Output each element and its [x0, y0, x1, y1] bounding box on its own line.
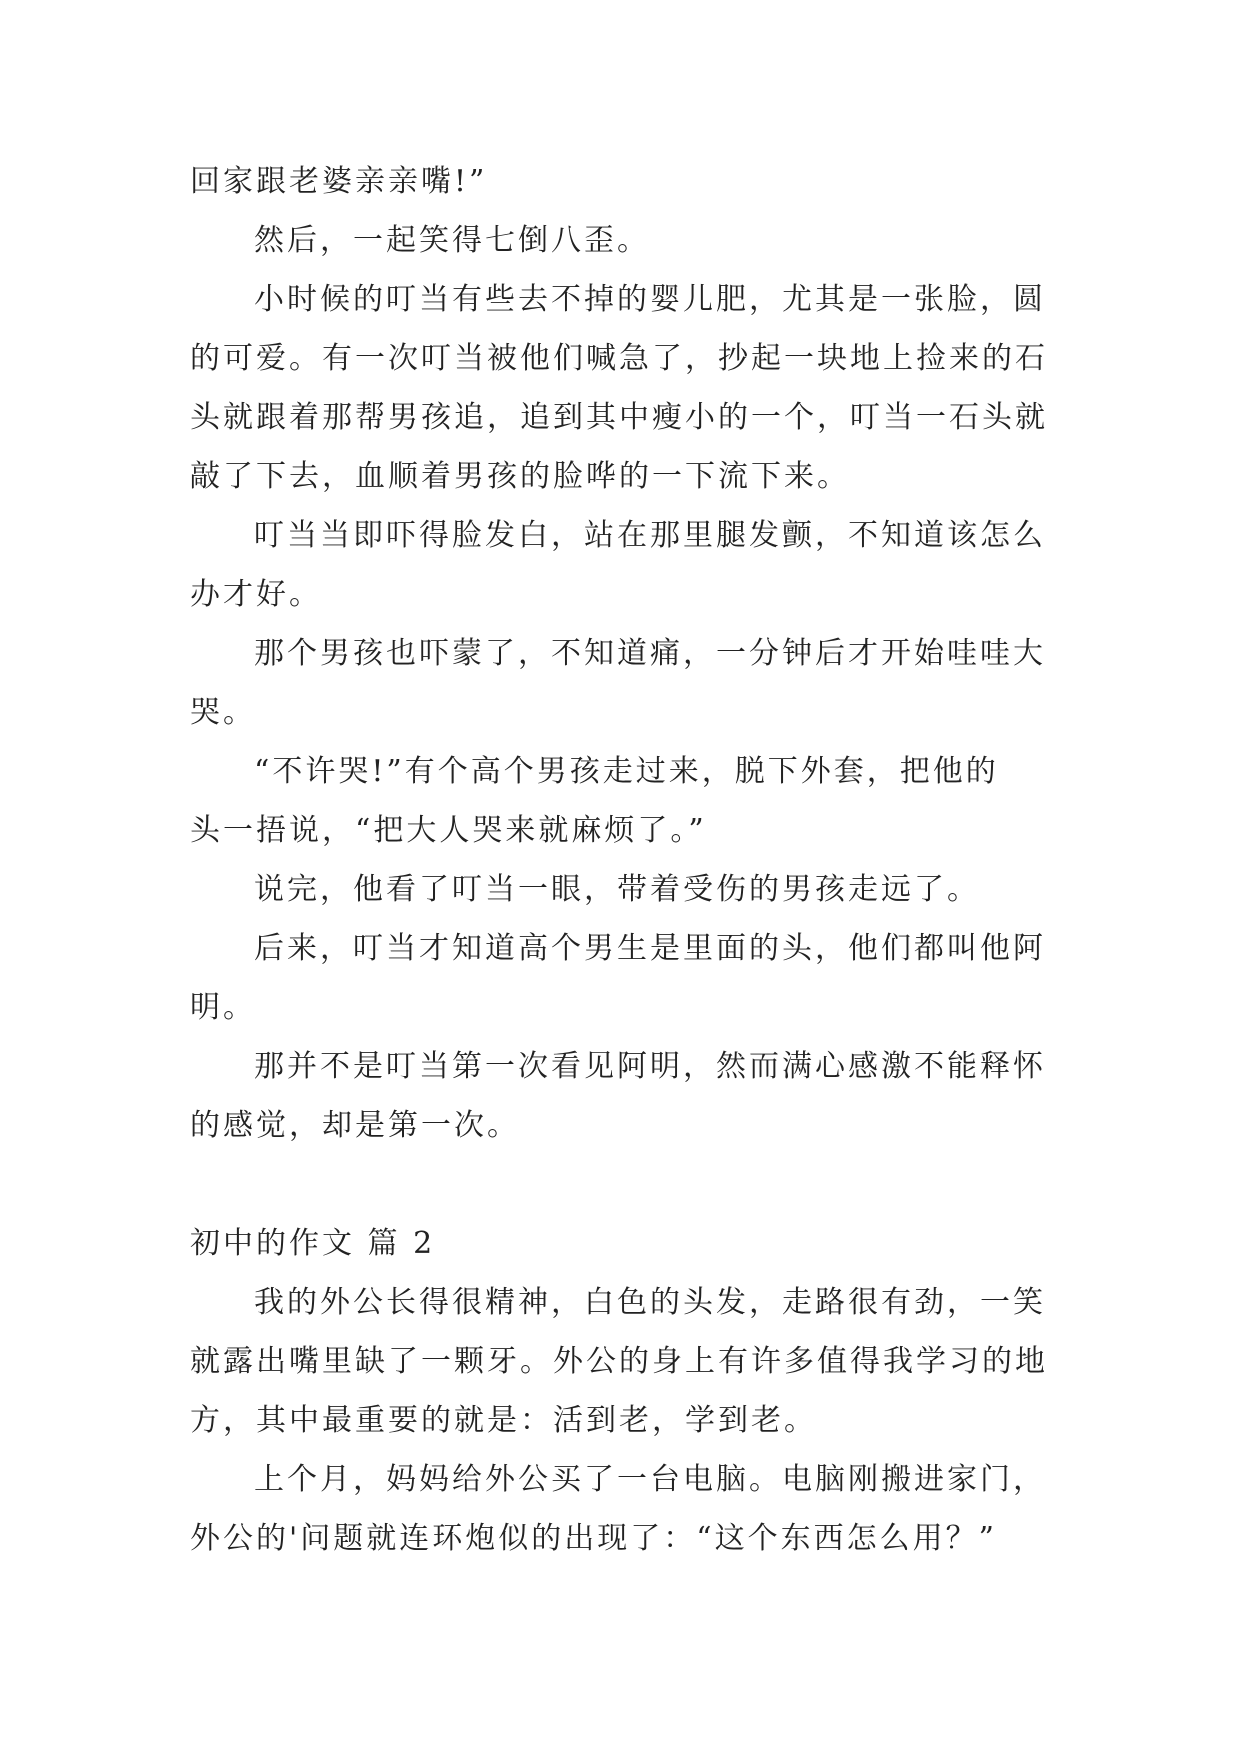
text-line: 方，其中最重要的就是：活到老，学到老。 [190, 1403, 817, 1438]
text-line: 外公的'问题就连环炮似的出现了：“这个东西怎么用？” [190, 1521, 997, 1556]
text-line: “不许哭!”有个高个男孩走过来，脱下外套，把他的 [254, 754, 999, 789]
text-line: 敲了下去，血顺着男孩的脸哗的一下流下来。 [190, 459, 850, 494]
text-line: 头一捂说，“把大人哭来就麻烦了。” [190, 813, 707, 848]
text-line: 头就跟着那帮男孩追，追到其中瘦小的一个，叮当一石头就 [190, 400, 1048, 435]
document-body [190, 152, 1052, 1568]
text-line: 就露出嘴里缺了一颗牙。外公的身上有许多值得我学习的地 [190, 1344, 1048, 1379]
text-line: 后来，叮当才知道高个男生是里面的头，他们都叫他阿 [254, 931, 1046, 966]
text-line: 明。 [190, 990, 256, 1025]
text-line: 那个男孩也吓蒙了，不知道痛，一分钟后才开始哇哇大 [254, 636, 1046, 671]
text-line: 然后，一起笑得七倒八歪。 [254, 223, 650, 258]
text-line: 上个月，妈妈给外公买了一台电脑。电脑刚搬进家门， [254, 1462, 1046, 1497]
text-line: 说完，他看了叮当一眼，带着受伤的男孩走远了。 [254, 872, 980, 907]
section-heading: 初中的作文 篇 2 [190, 1226, 436, 1261]
text-line: 叮当当即吓得脸发白，站在那里腿发颤，不知道该怎么 [254, 518, 1046, 553]
text-line: 那并不是叮当第一次看见阿明，然而满心感激不能释怀 [254, 1049, 1046, 1084]
text-line: 办才好。 [190, 577, 322, 612]
section-gap [190, 1155, 1052, 1214]
text-line: 回家跟老婆亲亲嘴!” [190, 164, 488, 199]
text-line: 哭。 [190, 695, 256, 730]
text-line: 我的外公长得很精神，白色的头发，走路很有劲，一笑 [254, 1285, 1046, 1320]
text-line: 的可爱。有一次叮当被他们喊急了，抄起一块地上捡来的石 [190, 341, 1048, 376]
text-line: 的感觉，却是第一次。 [190, 1108, 520, 1143]
text-line: 小时候的叮当有些去不掉的婴儿肥，尤其是一张脸，圆 [254, 282, 1046, 317]
